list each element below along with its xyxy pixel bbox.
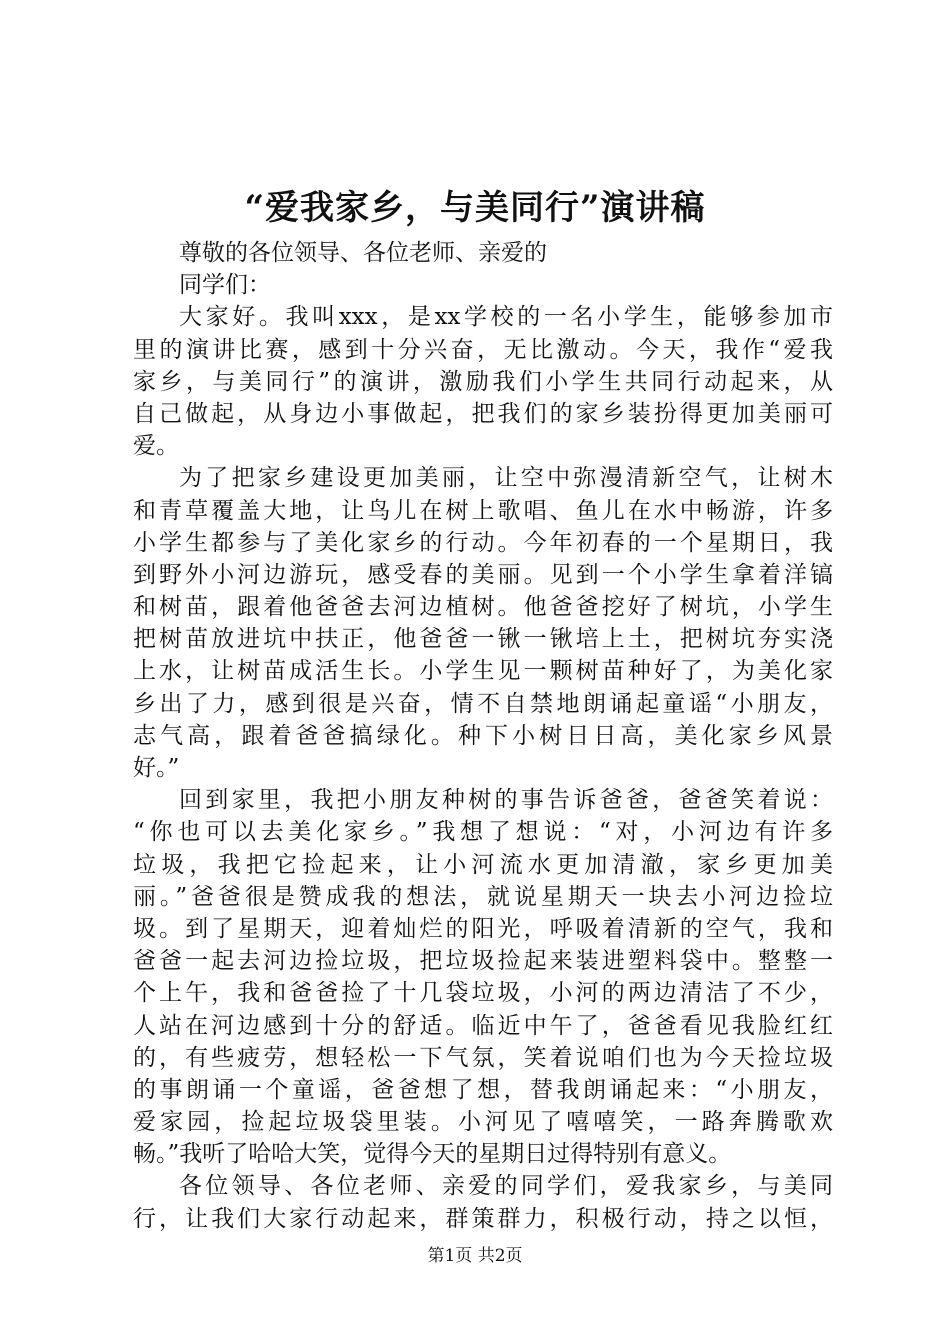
paragraph-line: 回到家里，我把小朋友种树的事告诉爸爸，爸爸笑着说： (179, 787, 833, 814)
paragraph-line: 畅。”我听了哈哈大笑，觉得今天的星期日过得特别有意义。 (133, 1141, 732, 1168)
paragraph-line: 的事朗诵一个童谣，爸爸想了想，替我朗诵起来：“小朋友， (133, 1076, 833, 1103)
paragraph-line: 爸爸一起去河边捡垃圾，把垃圾捡起来装进塑料袋中。整整一 (133, 948, 833, 975)
paragraph-line: 把树苗放进坑中扶正，他爸爸一锹一锹培上土，把树坑夯实浇 (133, 626, 833, 653)
paragraph-line: 爱家园，捡起垃圾袋里装。小河见了嘻嘻笑，一路奔腾歌欢 (133, 1109, 833, 1136)
paragraph-line: 行，让我们大家行动起来，群策群力，积极行动，持之以恒， (133, 1205, 833, 1232)
paragraph-line: 和青草覆盖大地，让鸟儿在树上歌唱、鱼儿在水中畅游，许多 (133, 497, 833, 524)
paragraph-line: 各位领导、各位老师、亲爱的同学们，爱我家乡，与美同 (179, 1173, 833, 1200)
paragraph-line: 好。” (133, 755, 180, 781)
paragraph-line: 小学生都参与了美化家乡的行动。今年初春的一个星期日，我 (133, 529, 833, 556)
paragraph-line: 乡出了力，感到很是兴奋，情不自禁地朗诵起童谣“小朋友， (133, 690, 833, 717)
paragraph (133, 784, 833, 1170)
paragraph-line: 家乡，与美同行”的演讲，激励我们小学生共同行动起来，从 (133, 368, 833, 395)
paragraph-line: 里的演讲比赛，感到十分兴奋，无比激动。今天，我作“爱我 (133, 336, 833, 363)
paragraph-line: 大家好。我叫xxx，是xx学校的一名小学生，能够参加市 (179, 304, 833, 331)
greeting-line: 尊敬的各位领导、各位老师、亲爱的 (179, 240, 547, 266)
paragraph-line: 和树苗，跟着他爸爸去河边植树。他爸爸挖好了树坑，小学生 (133, 594, 833, 621)
paragraph-line: 志气高，跟着爸爸搞绿化。种下小树日日高，美化家乡风景 (133, 722, 833, 749)
paragraph-line: 爱。 (133, 433, 179, 460)
paragraph-line: 自己做起，从身边小事做起，把我们的家乡装扮得更加美丽可 (133, 400, 833, 427)
paragraph-line: 人站在河边感到十分的舒适。临近中午了，爸爸看见我脸红红 (133, 1012, 833, 1039)
paragraph-line: 圾。到了星期天，迎着灿烂的阳光，呼吸着清新的空气，我和 (133, 915, 833, 942)
document-body (133, 237, 833, 1235)
paragraphs (133, 301, 833, 1234)
paragraph (133, 1170, 833, 1234)
paragraph-line: 的，有些疲劳，想轻松一下气氛，笑着说咱们也为今天捡垃圾 (133, 1044, 833, 1071)
document-title: “爱我家乡，与美同行”演讲稿 (244, 188, 706, 228)
page-footer: 第1页 共2页 (427, 1246, 523, 1266)
paragraph-line: 个上午，我和爸爸捡了十几袋垃圾，小河的两边清洁了不少， (133, 980, 833, 1007)
paragraph-line: 上水，让树苗成活生长。小学生见一颗树苗种好了，为美化家 (133, 658, 833, 685)
paragraph-line: 垃圾，我把它捡起来，让小河流水更加清澈，家乡更加美 (133, 851, 833, 878)
paragraph-line: 为了把家乡建设更加美丽，让空中弥漫清新空气，让树木 (179, 465, 833, 492)
paragraph (133, 301, 833, 462)
paragraph-line: 到野外小河边游玩，感受春的美丽。见到一个小学生拿着洋镐 (133, 561, 833, 588)
paragraph (133, 462, 833, 784)
greeting-line: 同学们： (179, 272, 271, 299)
paragraph-line: 丽。”爸爸很是赞成我的想法，就说星期天一块去小河边捡垃 (133, 883, 833, 910)
paragraph-line: “你也可以去美化家乡。”我想了想说：“对，小河边有许多 (133, 819, 833, 846)
